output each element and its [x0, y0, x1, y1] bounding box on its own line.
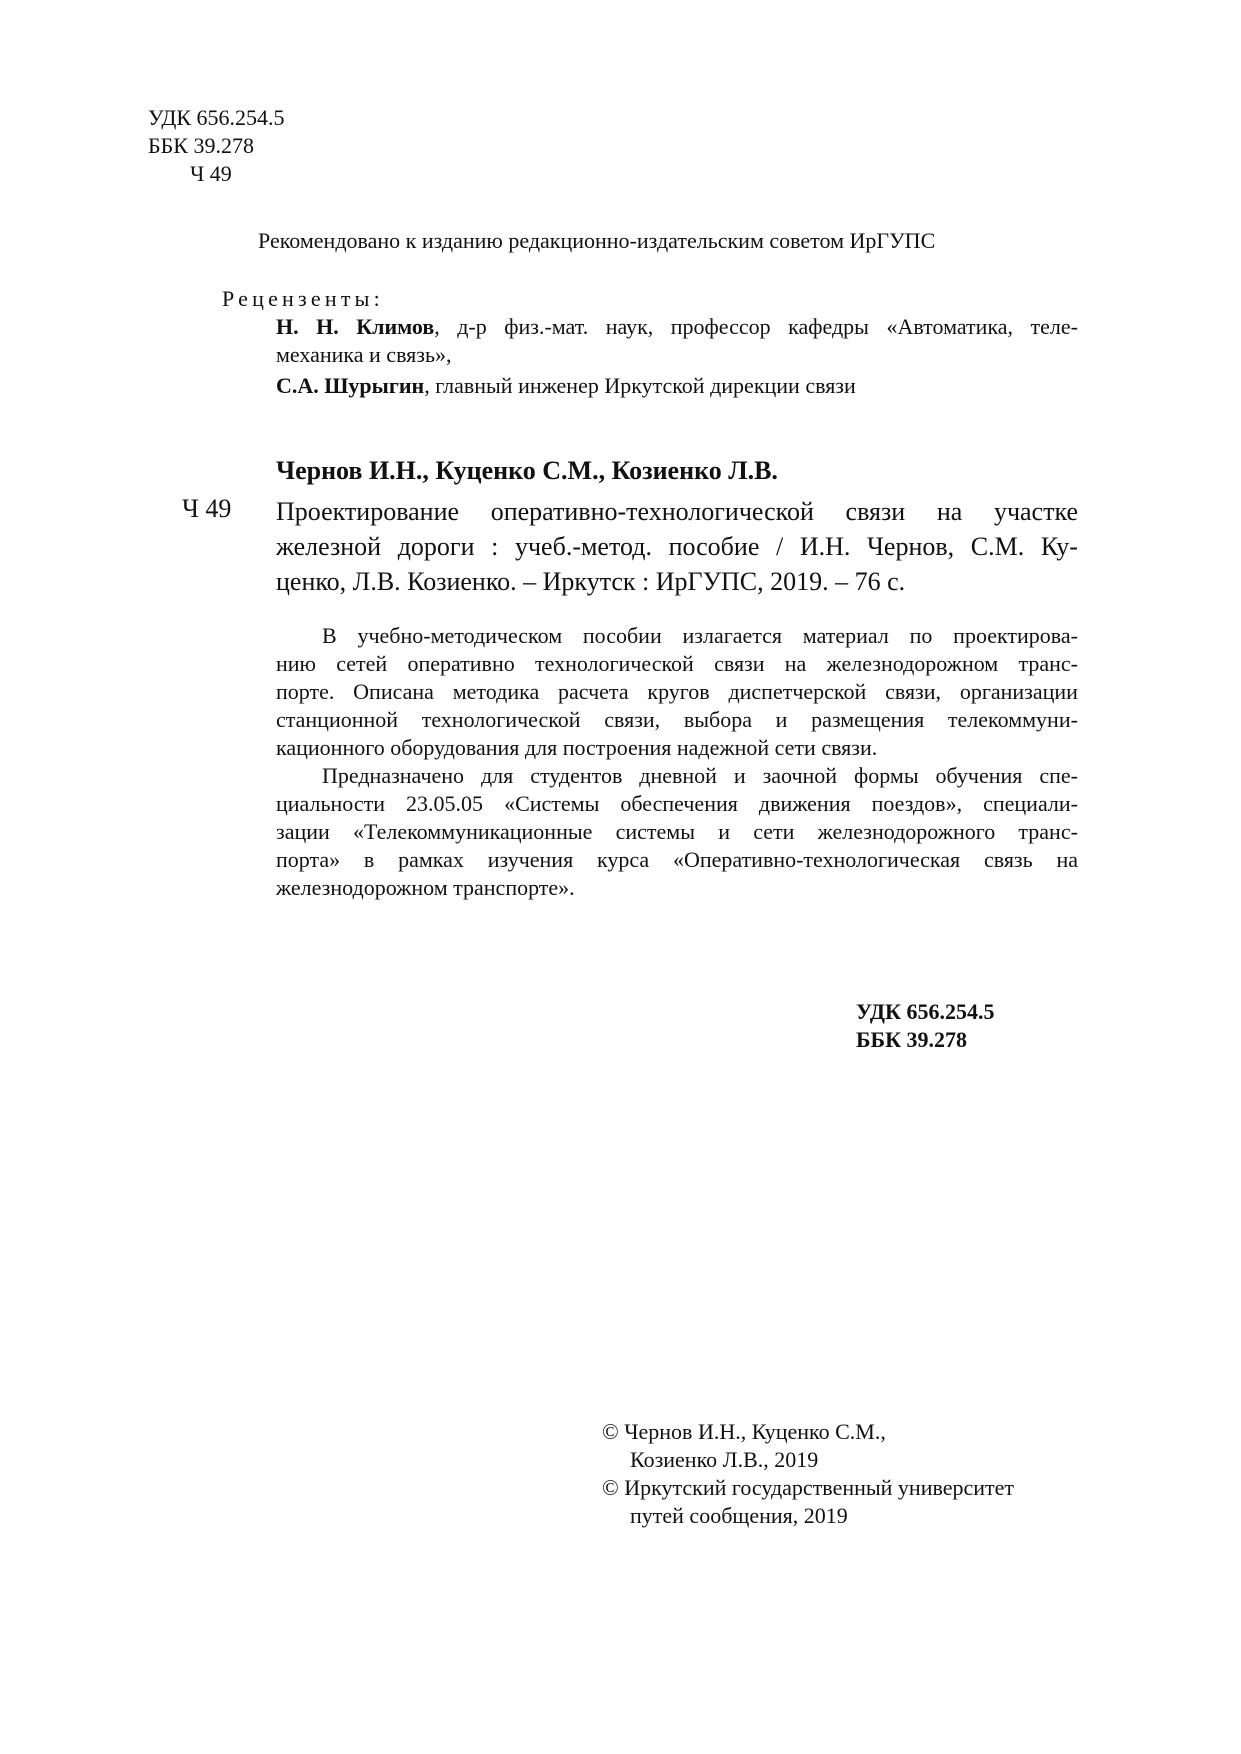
word: физ.-мат. — [504, 314, 589, 339]
word: изучения — [487, 847, 574, 872]
bbk-code: ББК 39.278 — [148, 133, 254, 158]
reviewer-1-line — [276, 313, 1078, 341]
word: транс- — [1018, 651, 1078, 676]
word: транс- — [1018, 819, 1078, 844]
word: размещения — [811, 707, 925, 732]
word: обеспечения — [620, 791, 738, 816]
word: на — [784, 651, 807, 676]
author-mark-margin: Ч 49 — [182, 494, 232, 523]
word: Чернов, — [867, 532, 955, 561]
word: Проектирование — [276, 497, 460, 526]
word: В — [322, 623, 337, 648]
word: 23.05.05 — [406, 791, 484, 816]
udk-code: УДК 656.254.5 — [856, 999, 995, 1024]
word: сетей — [336, 651, 388, 676]
annotation-line — [276, 762, 1078, 790]
word: теле- — [1030, 314, 1078, 339]
word: учебно-методическом — [357, 623, 563, 648]
bbk-code: ББК 39.278 — [856, 1027, 968, 1052]
word: дневной — [639, 763, 717, 788]
word: связь — [983, 847, 1033, 872]
udk-code: УДК 656.254.5 — [148, 105, 285, 130]
word: нию — [276, 651, 316, 676]
biblio-line — [276, 494, 1078, 529]
reviewer-2 — [276, 372, 856, 400]
copyright-block — [602, 1418, 1014, 1530]
word: системы — [615, 819, 695, 844]
word: наук, — [605, 314, 654, 339]
word: «Системы — [504, 791, 600, 816]
word: дороги — [397, 532, 475, 561]
index-codes-bottom — [856, 998, 995, 1054]
reviewer-2-details: , главный инженер Иркутской дирекции связи — [424, 373, 856, 398]
word: / — [775, 532, 784, 561]
word: организации — [959, 679, 1078, 704]
annotation-line — [276, 622, 1078, 650]
word: заочной — [762, 763, 838, 788]
word: Предназначено — [322, 763, 465, 788]
word: кафедры — [788, 314, 869, 339]
copyright-authors-cont: Козиенко Л.В., 2019 — [630, 1447, 819, 1472]
bibliographic-description — [276, 494, 1078, 599]
word: в — [363, 847, 375, 872]
biblio-line: ценко, Л.В. Козиенко. – Иркутск : ИрГУПС, 2019. – 76 с. — [276, 567, 906, 596]
author-mark: Ч 49 — [190, 161, 232, 186]
word: Н. — [316, 314, 339, 339]
word: технологической — [534, 651, 694, 676]
word: циальности — [276, 791, 385, 816]
annotation-line — [276, 790, 1078, 818]
word: сети — [753, 819, 795, 844]
word: порта» — [276, 847, 341, 872]
word: : — [491, 532, 499, 561]
word: профессор — [670, 314, 771, 339]
word: материал — [802, 623, 889, 648]
biblio-line — [276, 529, 1078, 564]
annotation-line: кационного оборудования для построения надежной сети связи. — [276, 735, 878, 760]
word: и — [775, 707, 788, 732]
reviewer-2-name: С.А. Шурыгин — [276, 373, 425, 398]
index-codes-top — [148, 104, 285, 188]
word: связи, — [885, 679, 942, 704]
copyright-university: © Иркутский государственный университет — [602, 1475, 1015, 1500]
word: курса — [596, 847, 650, 872]
word: специали- — [983, 791, 1078, 816]
word: по — [909, 623, 933, 648]
word: рамках — [398, 847, 464, 872]
copyright-authors: © Чернов И.Н., Куценко С.М., — [602, 1419, 886, 1444]
reviewer-1 — [276, 313, 1078, 369]
word: зации — [276, 819, 330, 844]
recommendation-note: Рекомендовано к изданию редакционно-издательским советом ИрГУПС — [258, 228, 936, 253]
word: телекоммуни- — [947, 707, 1078, 732]
word: оперативно-технологической — [490, 497, 814, 526]
annotation-line — [276, 650, 1078, 678]
word: проектирова- — [953, 623, 1078, 648]
word: связи, — [604, 707, 661, 732]
word: «Автоматика, — [886, 314, 1014, 339]
word: выбора — [683, 707, 752, 732]
annotation-line — [276, 678, 1078, 706]
word: расчета — [558, 679, 629, 704]
word: железнодорожном — [826, 651, 999, 676]
word: движения — [758, 791, 851, 816]
word: станционной — [276, 707, 399, 732]
word: связи — [714, 651, 765, 676]
word: кругов — [647, 679, 710, 704]
word: излагается — [682, 623, 783, 648]
word: порте. — [276, 679, 335, 704]
word: «Телекоммуникационные — [352, 819, 593, 844]
word: пособии — [582, 623, 662, 648]
word: д-р — [457, 314, 487, 339]
word: обучения — [935, 763, 1023, 788]
annotation-line — [276, 818, 1078, 846]
annotation-line — [276, 706, 1078, 734]
word: «Оперативно-технологическая — [672, 847, 961, 872]
word: на — [936, 497, 963, 526]
word: диспетчерской — [728, 679, 867, 704]
word: поездов», — [871, 791, 963, 816]
word: участке — [993, 497, 1078, 526]
word: методика — [452, 679, 540, 704]
word: и — [733, 763, 746, 788]
word: Н. — [276, 314, 299, 339]
word: пособие — [668, 532, 760, 561]
word: на — [1056, 847, 1078, 872]
word: железнодорожного — [817, 819, 996, 844]
copyright-university-cont: путей сообщения, 2019 — [630, 1503, 848, 1528]
word: связи — [845, 497, 906, 526]
word: железной — [276, 532, 382, 561]
word: для — [480, 763, 514, 788]
word: учеб.-метод. — [514, 532, 652, 561]
reviewer-1-continuation: механика и связь», — [276, 342, 452, 367]
word: спе- — [1039, 763, 1078, 788]
authors-heading: Чернов И.Н., Куценко С.М., Козиенко Л.В. — [276, 456, 778, 485]
annotation — [276, 622, 1078, 902]
word: формы — [853, 763, 919, 788]
word: С.М. — [970, 532, 1025, 561]
word: технологической — [421, 707, 581, 732]
word: И.Н. — [799, 532, 851, 561]
word: Климов, — [356, 314, 440, 339]
reviewers-heading: Рецензенты: — [222, 286, 384, 311]
word: и — [718, 819, 730, 844]
word: оперативно — [407, 651, 515, 676]
word: Ку- — [1040, 532, 1078, 561]
annotation-line: железнодорожном транспорте». — [276, 875, 575, 900]
annotation-line — [276, 846, 1078, 874]
word: студентов — [530, 763, 623, 788]
word: Описана — [353, 679, 434, 704]
